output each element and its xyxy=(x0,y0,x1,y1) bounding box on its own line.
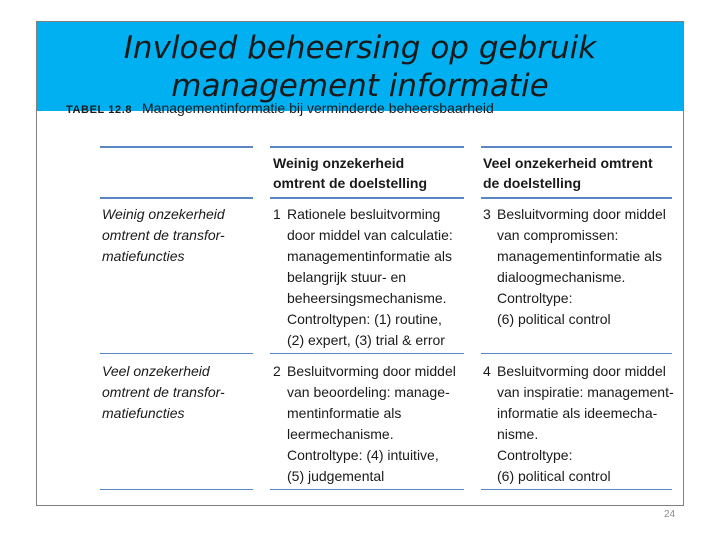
rule-top-left xyxy=(100,146,253,148)
cell-body xyxy=(497,204,666,330)
slide-title xyxy=(124,28,596,104)
cell-line: van inspiratie: management- xyxy=(497,384,674,400)
cell-line: Besluitvorming door middel xyxy=(287,363,456,379)
cell-line: Rationele besluitvorming xyxy=(287,206,441,222)
cell-line: managementinformatie als xyxy=(497,248,662,264)
column-header-low-uncertainty xyxy=(273,153,427,193)
table-cell-4 xyxy=(483,361,683,489)
cell-line: door middel van calculatie: xyxy=(287,227,453,243)
cell-line: (5) judgemental xyxy=(287,468,385,484)
cell-number: 3 xyxy=(483,206,491,222)
cell-line: leermechanisme. xyxy=(287,426,394,442)
table-cell-1 xyxy=(273,204,468,352)
cell-body xyxy=(287,204,453,351)
row-header-line: matiefuncties xyxy=(102,405,185,421)
page-number: 24 xyxy=(664,509,676,520)
row-header-line: omtrent de transfor- xyxy=(102,384,225,400)
slide-title-line-2: management informatie xyxy=(171,67,549,104)
cell-line: nisme. xyxy=(497,426,539,442)
column-header-line: Veel onzekerheid omtrent xyxy=(483,155,653,171)
cell-line: (2) expert, (3) trial & error xyxy=(287,332,445,348)
table-caption-text: Managementinformatie bij verminderde beheersbaarheid xyxy=(142,100,494,116)
cell-line: managementinformatie als xyxy=(287,248,452,264)
column-header-line: de doelstelling xyxy=(483,175,582,191)
cell-line: mentinformatie als xyxy=(287,405,402,421)
cell-line: van compromissen: xyxy=(497,227,619,243)
rule-top-mid xyxy=(270,146,464,148)
rule-header-left xyxy=(100,197,253,199)
cell-line: Controltype: xyxy=(497,447,573,463)
row-header-line: omtrent de transfor- xyxy=(102,227,225,243)
cell-line: informatie als ideemecha- xyxy=(497,405,658,421)
table-cell-2 xyxy=(273,361,468,489)
table-label: TABEL 12.8 xyxy=(66,104,133,116)
cell-line: Besluitvorming door middel xyxy=(497,206,666,222)
row-header-low-uncertainty xyxy=(102,204,225,267)
rule-header-right xyxy=(481,197,672,199)
table-caption xyxy=(66,100,646,116)
cell-body xyxy=(497,361,674,487)
column-header-line: omtrent de doelstelling xyxy=(273,175,428,191)
slide-title-line-1: Invloed beheersing op gebruik xyxy=(123,30,597,67)
cell-line: dialoogmechanisme. xyxy=(497,269,626,285)
cell-line: (6) political control xyxy=(497,311,611,327)
cell-body xyxy=(287,361,456,487)
cell-line: belangrijk stuur- en xyxy=(287,269,407,285)
rule-header-mid xyxy=(270,197,464,199)
rule-top-right xyxy=(481,146,672,148)
row-header-line: Veel onzekerheid xyxy=(102,363,210,379)
cell-line: Controltype: (4) intuitive, xyxy=(287,447,439,463)
row-header-line: Weinig onzekerheid xyxy=(102,206,225,222)
cell-line: Controltypen: (1) routine, xyxy=(287,311,442,327)
rule-row-right xyxy=(481,353,672,354)
cell-line: beheersingsmechanisme. xyxy=(287,290,447,306)
column-header-high-uncertainty xyxy=(483,153,653,193)
title-bar xyxy=(37,22,683,111)
rule-bottom-left xyxy=(100,489,253,490)
row-header-high-uncertainty xyxy=(102,361,225,424)
cell-line: Besluitvorming door middel xyxy=(497,363,666,379)
rule-bottom-right xyxy=(481,489,672,490)
column-header-line: Weinig onzekerheid xyxy=(273,155,405,171)
rule-row-mid xyxy=(270,353,464,354)
cell-line: (6) political control xyxy=(497,468,611,484)
cell-number: 4 xyxy=(483,363,491,379)
cell-line: Controltype: xyxy=(497,290,573,306)
cell-number: 2 xyxy=(273,363,281,379)
rule-bottom-mid xyxy=(270,489,464,490)
row-header-line: matiefuncties xyxy=(102,248,185,264)
cell-number: 1 xyxy=(273,206,281,222)
rule-row-left xyxy=(100,353,253,354)
cell-line: van beoordeling: manage- xyxy=(287,384,450,400)
table-cell-3 xyxy=(483,204,683,352)
